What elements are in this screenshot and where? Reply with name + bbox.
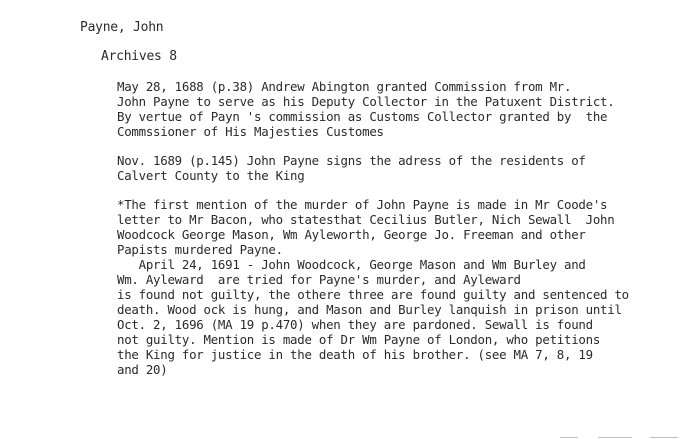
text-line: is found not guilty, the othere three are found guilty and sentenced to [117,287,629,302]
text-line: death. Wood ock is hung, and Mason and Burley lanquish in prison until [117,302,622,317]
text-line: *The first mention of the murder of John Payne is made in Mr Coode's [117,197,608,212]
person-name: Payne, John [80,20,164,35]
text-line: Calvert County to the King [117,168,305,183]
text-line: By vertue of Payn 's commission as Customs Collector granted by the [117,109,608,124]
text-line: not guilty. Mention is made of Dr Wm Payne of London, who petitions [117,332,601,347]
scan-mark [598,437,632,438]
text-line: Oct. 2, 1696 (MA 19 p.470) when they are pardoned. Sewall is found [117,317,593,332]
archive-reference: Archives 8 [101,49,177,64]
text-line: Papists murdered Payne. [117,242,283,257]
scan-mark [650,437,678,438]
text-line: Woodcock George Mason, Wm Ayleworth, George Jo. Freeman and other [117,227,586,242]
text-line: Nov. 1689 (p.145) John Payne signs the adress of the residents of [117,153,586,168]
text-line: letter to Mr Bacon, who statesthat Cecilius Butler, Nich Sewall John [117,212,615,227]
text-line: the King for justice in the death of his brother. (see MA 7, 8, 19 [117,347,593,362]
text-line: John Payne to serve as his Deputy Collector in the Patuxent District. [117,94,615,109]
text-line: April 24, 1691 - John Woodcock, George Mason and Wm Burley and [117,257,586,272]
text-line: Commssioner of His Majesties Customes [117,124,384,139]
text-line: May 28, 1688 (p.38) Andrew Abington granted Commission from Mr. [117,79,572,94]
text-line: and 20) [117,362,168,377]
text-line: Wm. Ayleward are tried for Payne's murder, and Ayleward [117,272,521,287]
scan-mark [560,437,578,438]
